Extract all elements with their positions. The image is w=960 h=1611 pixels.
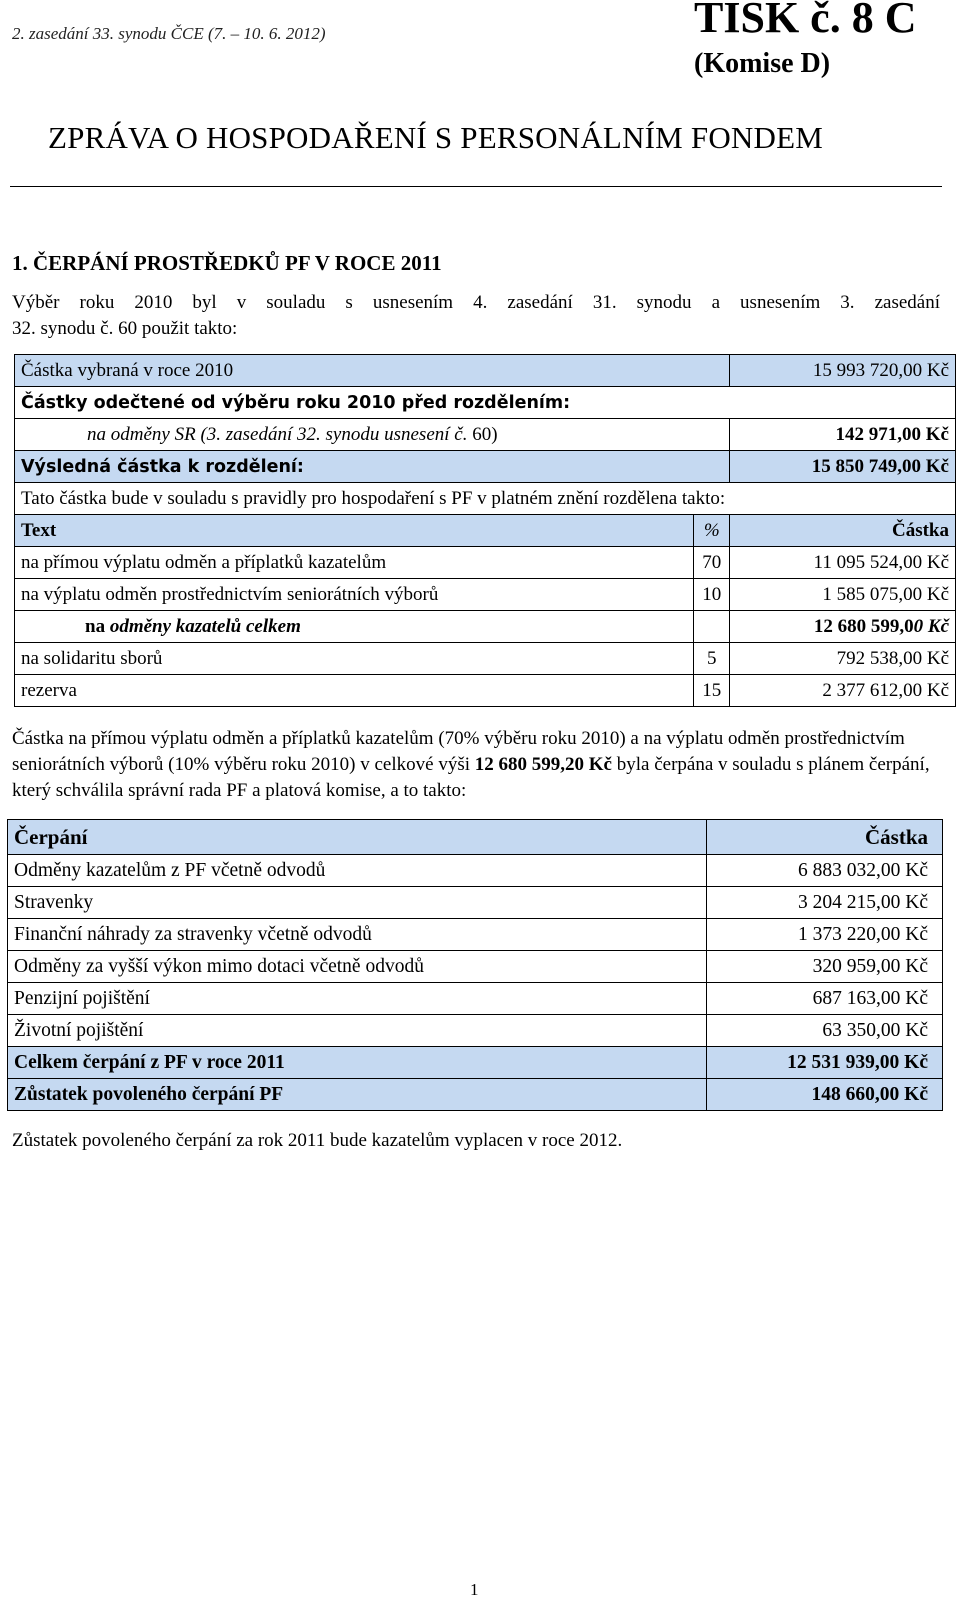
col-amount-header: Částka — [707, 820, 943, 855]
subtotal-amount-main: 12 680 599,0 — [813, 615, 914, 637]
spending-amount: 12 680 599,20 Kč — [474, 754, 612, 775]
row-amount: 2 377 612,00 Kč — [730, 675, 956, 707]
row-item: Penzijní pojištění — [8, 983, 707, 1015]
table-row — [15, 643, 956, 675]
row-amount: 3 204 215,00 Kč — [707, 887, 943, 919]
table-row — [15, 579, 956, 611]
table-row — [15, 675, 956, 707]
subtotal-amount-tail: 0 Kč — [913, 615, 949, 637]
section-heading: 1. ČERPÁNÍ PROSTŘEDKŮ PF V ROCE 2011 — [12, 251, 442, 275]
sr-value: 142 971,00 Kč — [730, 419, 956, 451]
spending-table — [7, 819, 943, 1111]
deductions-label: Částky odečtené od výběru roku 2010 před rozdělením: — [15, 387, 956, 419]
row-text: rezerva — [15, 675, 694, 707]
collected-row — [15, 355, 956, 387]
total-row — [8, 1047, 943, 1079]
row-item: Finanční náhrady za stravenky včetně odvodů — [8, 919, 707, 951]
final-note: Zůstatek povoleného čerpání za rok 2011 bude kazatelům vyplacen v roce 2012. — [12, 1130, 623, 1151]
row-amount: 11 095 524,00 Kč — [730, 547, 956, 579]
row-item: Odměny kazatelům z PF včetně odvodů — [8, 855, 707, 887]
row-text: na přímou výplatu odměn a příplatků kazatelům — [15, 547, 694, 579]
result-row — [15, 451, 956, 483]
intro-line-1: Výběr roku 2010 byl v souladu s usnesením 4. zasedání 31. synodu a usnesením 3. zasedání — [12, 292, 940, 313]
collected-label: Částka vybraná v roce 2010 — [15, 355, 730, 387]
table-row — [8, 919, 943, 951]
spending-text-1: Částka na přímou výplatu odměn a příplatků kazatelům (70% výběru roku 2010) a na výplatu odměn prostřednictvím seniorátních výborů (10% výběru roku 2010) v celkové výši — [12, 728, 905, 775]
deductions-row — [15, 387, 956, 419]
remaining-label: Zůstatek povoleného čerpání PF — [8, 1079, 707, 1111]
subtotal-amount — [730, 611, 956, 643]
row-amount: 6 883 032,00 Kč — [707, 855, 943, 887]
allocation-header-row — [15, 515, 956, 547]
spending-header-row — [8, 820, 943, 855]
collected-value: 15 993 720,00 Kč — [730, 355, 956, 387]
row-item: Stravenky — [8, 887, 707, 919]
col-amount-header: Částka — [730, 515, 956, 547]
sr-label — [15, 419, 730, 451]
allocation-table — [14, 354, 956, 707]
page-number: 1 — [470, 1580, 479, 1599]
subtotal-pct — [694, 611, 730, 643]
row-pct: 70 — [694, 547, 730, 579]
col-item-header: Čerpání — [8, 820, 707, 855]
row-amount: 1 373 220,00 Kč — [707, 919, 943, 951]
meeting-header: 2. zasedání 33. synodu ČCE (7. – 10. 6. 2012) — [12, 24, 326, 43]
row-amount: 320 959,00 Kč — [707, 951, 943, 983]
document-title: ZPRÁVA O HOSPODAŘENÍ S PERSONÁLNÍM FONDEM — [48, 120, 823, 155]
sr-label-italic: na odměny SR (3. zasedání 32. synodu usnesení č. — [87, 423, 468, 445]
table-row — [8, 951, 943, 983]
row-amount: 687 163,00 Kč — [707, 983, 943, 1015]
committee-label: (Komise D) — [694, 48, 831, 79]
col-pct-header: % — [694, 515, 730, 547]
subtotal-prefix: na — [85, 615, 110, 637]
row-amount: 63 350,00 Kč — [707, 1015, 943, 1047]
intro-paragraph — [12, 290, 940, 342]
split-note-row — [15, 483, 956, 515]
row-amount: 1 585 075,00 Kč — [730, 579, 956, 611]
split-note: Tato částka bude v souladu s pravidly pro hospodaření s PF v platném znění rozdělena takto: — [15, 483, 956, 515]
result-label: Výsledná částka k rozdělení: — [15, 451, 730, 483]
row-text: na výplatu odměn prostřednictvím seniorátních výborů — [15, 579, 694, 611]
row-item: Odměny za vyšší výkon mimo dotaci včetně odvodů — [8, 951, 707, 983]
row-pct: 5 — [694, 643, 730, 675]
row-text: na solidaritu sborů — [15, 643, 694, 675]
remaining-row — [8, 1079, 943, 1111]
table-row — [8, 1015, 943, 1047]
sr-label-tail: 60) — [467, 423, 498, 445]
table-row — [8, 983, 943, 1015]
result-value: 15 850 749,00 Kč — [730, 451, 956, 483]
table-row — [15, 547, 956, 579]
print-number: TISK č. 8 C — [694, 0, 917, 42]
intro-line-2: 32. synodu č. 60 použit takto: — [12, 318, 238, 339]
row-pct: 10 — [694, 579, 730, 611]
total-label: Celkem čerpání z PF v roce 2011 — [8, 1047, 707, 1079]
subtotal-row — [15, 611, 956, 643]
row-item: Životní pojištění — [8, 1015, 707, 1047]
subtotal-label — [15, 611, 694, 643]
spending-text-2: byla čerpána v souladu s plánem čerpání, který schválila správní rada PF a platová komise, a to takto: — [12, 754, 930, 801]
table-row — [8, 855, 943, 887]
col-text-header: Text — [15, 515, 694, 547]
sr-row — [15, 419, 956, 451]
total-amount: 12 531 939,00 Kč — [707, 1047, 943, 1079]
remaining-amount: 148 660,00 Kč — [707, 1079, 943, 1111]
row-pct: 15 — [694, 675, 730, 707]
spending-paragraph — [12, 726, 940, 804]
subtotal-italic: odměny kazatelů celkem — [109, 615, 301, 637]
title-divider — [10, 186, 942, 187]
table-row — [8, 887, 943, 919]
row-amount: 792 538,00 Kč — [730, 643, 956, 675]
